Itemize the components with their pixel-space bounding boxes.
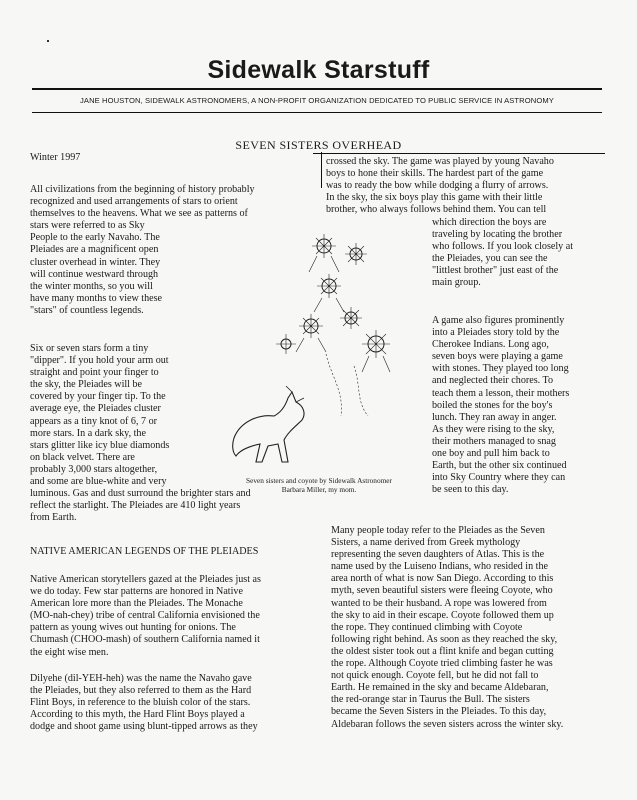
text-line: stars were referred to as Sky	[30, 220, 145, 232]
text-line: average eye, the Pleiades cluster	[30, 403, 161, 415]
newsletter-subtitle: JANE HOUSTON, SIDEWALK ASTRONOMERS, A NON-PROFIT ORGANIZATION DEDICATED TO PUBLIC SERVICE IN ASTRONOMY	[80, 96, 554, 105]
text-line: reflect the starlight. The Pleiades are 410 light years	[30, 500, 241, 512]
text-line: All civilizations from the beginning of history probably	[30, 184, 255, 195]
text-line: straight and point your finger to	[30, 367, 159, 379]
text-line: be seen to this day.	[432, 484, 509, 496]
text-line: following right behind. As soon as they reached the sky,	[331, 633, 558, 645]
text-line: we do today. Few star patterns are honored in Native	[30, 586, 243, 598]
text-line: recognized and used arrangements of stars to orient	[30, 196, 238, 208]
illustration-caption-line2: Barbara Miller, my mom.	[281, 485, 357, 494]
text-line: the Pleiades, you can see the	[432, 253, 548, 265]
text-line: one boy and pull him back to	[432, 448, 550, 460]
dateline: Winter 1997	[30, 152, 81, 163]
text-line: Chumash (CHOO-mash) of southern California named it	[30, 634, 260, 646]
pleiades-star-icon	[296, 314, 326, 352]
text-line: the rope. They continued climbing with Coyote	[331, 621, 523, 633]
right-para-1a	[326, 156, 554, 216]
newsletter-title: Sidewalk Starstuff	[207, 56, 430, 84]
right-para-1b	[432, 217, 573, 290]
text-line: with stones. They played too long	[432, 363, 569, 375]
left-para-3	[30, 574, 261, 659]
text-line: "dipper". If you hold your arm out	[30, 355, 169, 367]
pleiades-star-icon	[314, 274, 344, 312]
masthead-rule-bottom	[32, 112, 602, 113]
text-line: the oldest sister took out a flint knife and began cutting	[331, 645, 554, 657]
text-line: dodge and shoot game using blunt-tipped arrows as they	[30, 721, 258, 733]
text-line: "littlest brother" just east of the	[432, 265, 559, 277]
pleiades-star-icon	[345, 243, 367, 265]
text-line: and neglected their chores. To	[432, 375, 554, 387]
text-line: traveling by locating the brother	[432, 229, 563, 241]
text-line: boiled the stones for the boy's	[432, 399, 553, 411]
text-line: Six or seven stars form a tiny	[30, 343, 149, 354]
text-line: Dilyehe (dil-YEH-heh) was the name the Navaho gave	[30, 673, 252, 684]
text-line: more stars. In a dark sky, the	[30, 427, 146, 439]
text-line: from Earth.	[30, 512, 77, 524]
text-line: and some are blue-white and very	[30, 476, 167, 488]
text-line: will continue westward through	[30, 268, 159, 280]
text-line: into Sky Country where they can	[432, 472, 566, 484]
text-line: have many months to view these	[30, 292, 163, 304]
pleiades-star-icon	[276, 334, 296, 354]
section-heading: NATIVE AMERICAN LEGENDS OF THE PLEIADES	[30, 546, 259, 557]
text-line: cluster overhead in winter. They	[30, 256, 161, 268]
text-line: People to the early Navaho. The	[30, 232, 160, 244]
text-line: seven boys were playing a game	[432, 351, 563, 363]
text-line: the sky to aid in their escape. Coyote followed them up	[331, 609, 554, 621]
text-line: pattern as young wives out hunting for onions. The	[30, 622, 236, 634]
left-para-1	[30, 184, 255, 317]
text-line: the sky, the Pleiades will be	[30, 379, 143, 391]
text-line: which direction the boys are	[432, 217, 547, 228]
text-line: the eight wise men.	[30, 646, 109, 658]
text-line: the winter months, so you will	[30, 280, 153, 292]
text-line: "stars" of countless legends.	[30, 304, 144, 316]
text-line: into a Pleiades story told by the	[432, 327, 560, 339]
text-line: Sisters, a name derived from Greek mythology	[331, 537, 521, 549]
text-line: the rope. Although Coyote tried climbing faster he was	[331, 658, 553, 670]
text-line: boys to hone their skills. The hardest part of the game	[326, 168, 544, 180]
text-line: luminous. Gas and dust surround the brighter stars and	[30, 488, 251, 500]
right-para-2	[432, 315, 569, 496]
pleiades-star-icon	[309, 234, 339, 272]
text-line: not quick enough. Coyote fell, but he did not fall to	[331, 670, 539, 682]
text-line: brother, who always follows behind them. You can tell	[326, 204, 547, 216]
text-line: became the Seven Sisters in the Pleiades. To this day,	[331, 706, 547, 718]
text-line: In the sky, the six boys play this game with their little	[326, 192, 543, 204]
text-line: main group.	[432, 277, 481, 289]
coyote-icon	[233, 386, 304, 462]
rope-lines	[326, 354, 368, 416]
text-line: name used by the Luiseno Indians, who resided in the	[331, 561, 548, 573]
column-divider-horizontal	[313, 153, 605, 154]
text-line: Pleiades are a magnificent open	[30, 244, 159, 256]
text-line: Native American storytellers gazed at the Pleiades just as	[30, 574, 261, 585]
text-line: teach them a lesson, their mothers	[432, 387, 570, 399]
text-line: on black velvet. There are	[30, 451, 135, 463]
pleiades-star-icon	[362, 330, 390, 372]
pleiades-star-icon	[340, 307, 362, 329]
text-line: myth, seven beautiful sisters were fleeing Coyote, who	[331, 585, 553, 597]
left-para-4	[30, 673, 258, 733]
scan-speck	[47, 40, 49, 42]
text-line: appears as a tiny knot of 6, 7 or	[30, 415, 157, 427]
text-line: crossed the sky. The game was played by young Navaho	[326, 156, 554, 167]
text-line: representing the seven daughters of Atlas. This is the	[331, 549, 545, 561]
text-line: (MO-nah-chey) tribe of central California envisioned the	[30, 610, 260, 622]
text-line: Many people today refer to the Pleiades as the Seven	[331, 525, 545, 536]
text-line: According to this myth, the Hard Flint Boys played a	[30, 709, 245, 721]
left-para-2	[30, 343, 251, 524]
text-line: Aldebaran follows the seven sisters across the winter sky.	[331, 718, 564, 730]
illustration-caption-line1: Seven sisters and coyote by Sidewalk Astronomer	[246, 476, 392, 485]
text-line: covered by your finger tip. To the	[30, 391, 166, 403]
column-divider-vertical	[321, 152, 322, 188]
text-line: area north of what is now San Diego. According to this	[331, 573, 554, 585]
text-line: themselves to the heavens. What we see as patterns of	[30, 208, 248, 220]
text-line: Cherokee Indians. Long ago,	[432, 339, 549, 351]
text-line: stars glitter like icy blue diamonds	[30, 439, 170, 451]
text-line: the Pleiades, but they also referred to them as the Hard	[30, 685, 252, 697]
text-line: As they were rising to the sky,	[432, 423, 555, 435]
text-line: A game also figures prominently	[432, 315, 565, 326]
text-line: lunch. They ran away in anger.	[432, 411, 557, 423]
text-line: probably 3,000 stars altogether,	[30, 463, 158, 475]
masthead-rule-top	[32, 88, 602, 90]
text-line: the red-orange star in Taurus the Bull. The sisters	[331, 694, 530, 706]
text-line: wanted to be their husband. A rope was lowered from	[331, 597, 547, 609]
right-para-3	[331, 525, 563, 731]
article-headline: SEVEN SISTERS OVERHEAD	[235, 138, 402, 152]
text-line: their mothers managed to snag	[432, 435, 556, 447]
text-line: Flint Boys, in reference to the bluish color of the stars.	[30, 697, 251, 709]
text-line: was to ready the bow while dodging a flurry of arrows.	[326, 180, 549, 192]
text-line: Earth, but the other six continued	[432, 460, 567, 472]
seven-sisters-coyote-illustration	[226, 226, 436, 481]
text-line: Earth. He remained in the sky and became Aldebaran,	[331, 682, 549, 694]
text-line: who follows. If you look closely at	[432, 241, 574, 253]
text-line: American lore more than the Pleiades. The Monache	[30, 598, 243, 610]
